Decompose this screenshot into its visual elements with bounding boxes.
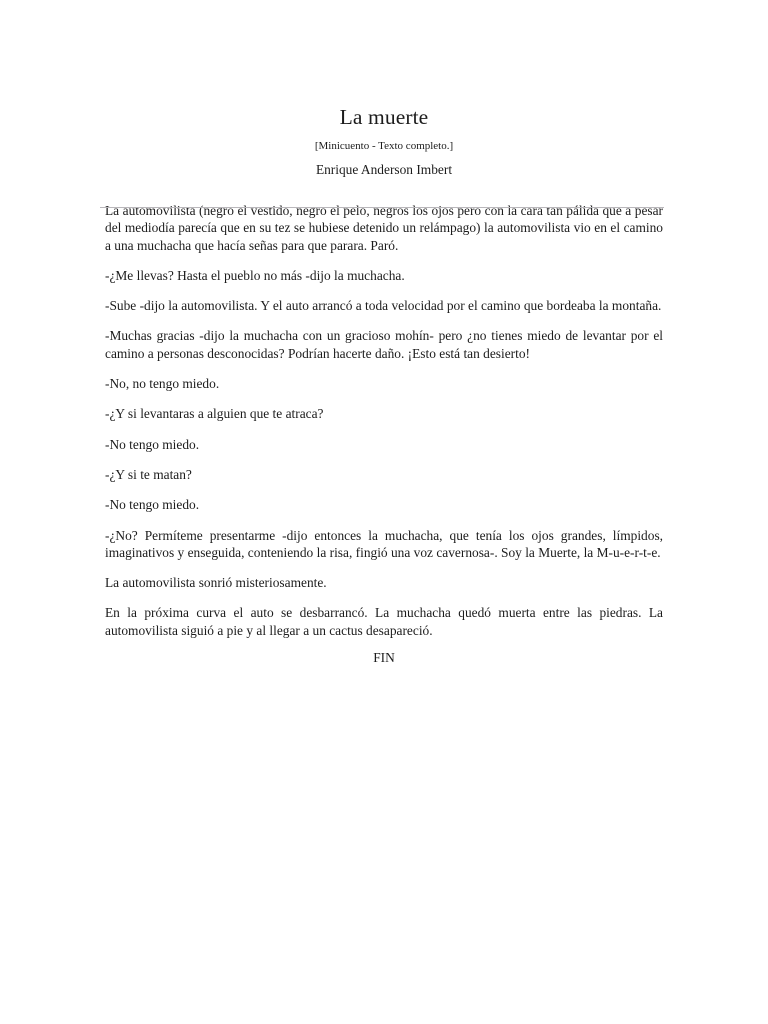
story-end-label: FIN	[373, 650, 395, 666]
story-paragraph: -Sube -dijo la automovilista. Y el auto arrancó a toda velocidad por el camino que bordeaba la montaña.	[105, 298, 662, 314]
story-paragraph: -¿No? Permíteme presentarme -dijo entonces la muchacha, que tenía los ojos grandes, límpidos, imaginativos y enseguida, conteniendo la risa, fingió una voz cavernosa-. Soy la Muerte, la M-u-e-r-t-e.	[105, 527, 663, 560]
document-masthead	[105, 0, 663, 179]
story-paragraph: -No, no tengo miedo.	[105, 376, 220, 392]
story-paragraph: -No tengo miedo.	[105, 497, 200, 513]
story-paragraph: En la próxima curva el auto se desbarrancó. La muchacha quedó muerta entre las piedras. La automovilista siguió a pie y al llegar a un cactus desapareció.	[105, 605, 663, 638]
page-title: La muerte	[339, 105, 429, 129]
story-paragraph: -¿Y si levantaras a alguien que te atraca?	[105, 406, 324, 422]
header-divider	[100, 207, 664, 208]
story-paragraph: La automovilista sonrió misteriosamente.	[105, 575, 327, 591]
document-author: Enrique Anderson Imbert	[315, 162, 453, 177]
document-content	[105, 0, 663, 666]
document-subtitle: [Minicuento - Texto completo.]	[314, 140, 454, 152]
story-paragraph: La automovilista (negro el vestido, negro el pelo, negros los ojos pero con la cara tan pálida que a pesar del mediodía parecía que en su tez se hubiese detenido un relámpago) la automovilista vio en el camino a una muchacha que hacía señas para que parara. Paró.	[105, 203, 663, 253]
story-body	[105, 179, 663, 639]
story-paragraph: -¿Me llevas? Hasta el pueblo no más -dijo la muchacha.	[105, 267, 405, 283]
story-paragraph: -¿Y si te matan?	[105, 466, 192, 482]
story-paragraph: -No tengo miedo.	[105, 436, 200, 452]
story-paragraph: -Muchas gracias -dijo la muchacha con un gracioso mohín- pero ¿no tienes miedo de levantar por el camino a personas desconocidas? Podrían hacerte daño. ¡Esto está tan desierto!	[105, 328, 663, 361]
